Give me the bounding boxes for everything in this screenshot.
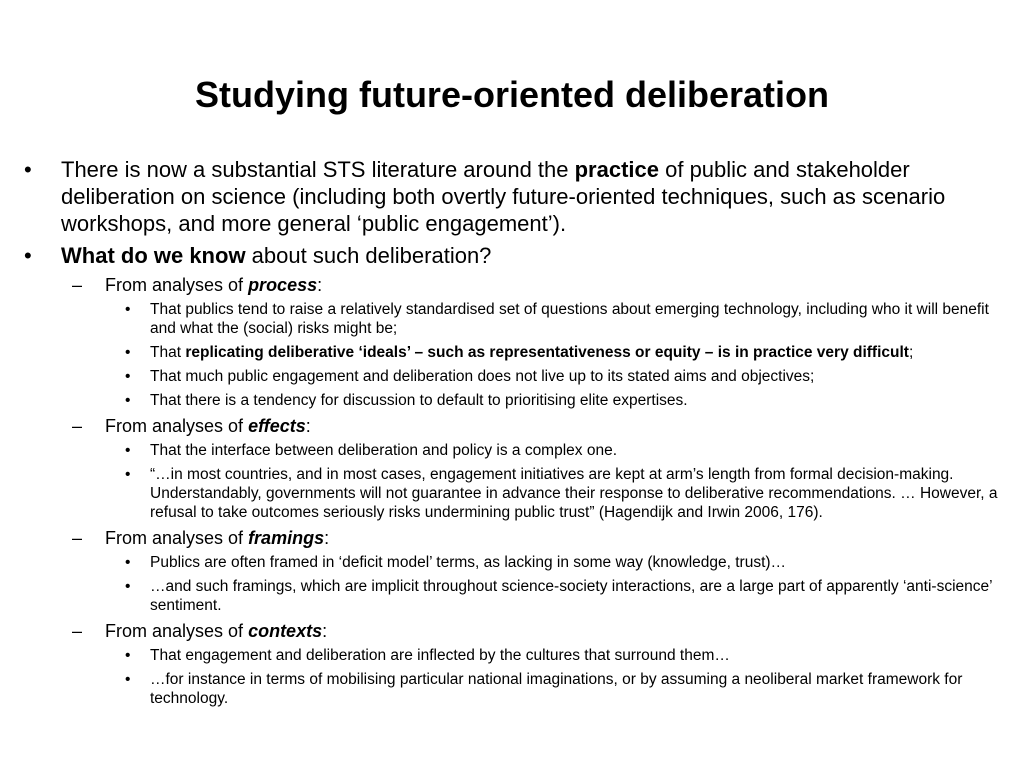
bullet-marker: • <box>125 647 131 664</box>
bullet-text-pre: There is now a substantial STS literature around the <box>61 157 575 182</box>
item-text: “…in most countries, and in most cases, engagement initiatives are kept at arm’s length from formal decision-making. Understandably, governments will not guarantee in advance their response to deliberative recommendations. … However, a refusal to take outcomes seriously risks undermining public trust” (Hagendijk and Irwin 2006, 176). <box>150 466 998 521</box>
list-item <box>24 391 1008 410</box>
list-item <box>24 441 1008 460</box>
bullet-marker: • <box>125 301 131 318</box>
subheading-pre: From analyses of <box>105 621 249 641</box>
item-text-post: ; <box>908 344 914 361</box>
bullet-marker: • <box>125 466 131 483</box>
dash-marker: – <box>72 416 83 436</box>
item-text: That there is a tendency for discussion to default to prioritising elite expertises. <box>150 392 688 409</box>
list-item <box>24 367 1008 386</box>
bullet-marker: • <box>125 671 131 688</box>
bullet-marker: • <box>125 392 131 409</box>
item-text-pre: That <box>150 344 186 361</box>
item-text: …and such framings, which are implicit throughout science-society interactions, are a large part of apparently ‘anti-science’ sentiment. <box>150 578 993 614</box>
subheading-emphasis: framings <box>248 528 325 548</box>
bullet-what-do-we-know <box>24 242 1008 269</box>
list-item <box>24 343 1008 362</box>
bullet-marker: • <box>125 578 131 595</box>
item-text-bold: replicating deliberative ‘ideals’ – such as representativeness or equity – is in practice very difficult <box>185 344 909 361</box>
item-text: Publics are often framed in ‘deficit model’ terms, as lacking in some way (knowledge, trust)… <box>150 554 787 571</box>
bullet-text-bold: What do we know <box>61 243 246 268</box>
list-item <box>24 300 1008 338</box>
subheading-effects <box>24 415 1008 438</box>
item-text: That the interface between deliberation and policy is a complex one. <box>150 442 618 459</box>
subheading-pre: From analyses of <box>105 528 249 548</box>
subheading-emphasis: process <box>248 275 318 295</box>
item-text: …for instance in terms of mobilising particular national imaginations, or by assuming a neoliberal market framework for technology. <box>150 671 963 707</box>
subheading-pre: From analyses of <box>105 275 249 295</box>
bullet-marker: • <box>125 344 131 361</box>
bullet-marker: • <box>125 442 131 459</box>
list-item <box>24 553 1008 572</box>
bullet-marker: • <box>24 157 32 182</box>
subheading-post: : <box>324 528 330 548</box>
item-text: That engagement and deliberation are inflected by the cultures that surround them… <box>150 647 730 664</box>
list-item <box>24 670 1008 708</box>
bullet-marker: • <box>24 243 32 268</box>
dash-marker: – <box>72 275 83 295</box>
slide-content <box>24 156 1008 713</box>
list-item <box>24 465 1008 522</box>
list-item <box>24 646 1008 665</box>
bullet-text-post: about such deliberation? <box>245 243 492 268</box>
bullet-marker: • <box>125 368 131 385</box>
subheading-emphasis: contexts <box>248 621 323 641</box>
bullet-text-post: of public and stakeholder deliberation on science (including both overtly future-oriented techniques, such as scenario workshops, and more general ‘public engagement’). <box>61 157 946 236</box>
bullet-marker: • <box>125 554 131 571</box>
item-text: That publics tend to raise a relatively standardised set of questions about emerging technology, including who it will benefit and what the (social) risks might be; <box>150 301 989 337</box>
subheading-emphasis: effects <box>248 416 306 436</box>
subheading-post: : <box>305 416 311 436</box>
subheading-post: : <box>322 621 328 641</box>
subheading-post: : <box>317 275 323 295</box>
list-item <box>24 577 1008 615</box>
subheading-framings <box>24 527 1008 550</box>
subheading-process <box>24 274 1008 297</box>
dash-marker: – <box>72 528 83 548</box>
item-text: That much public engagement and deliberation does not live up to its stated aims and objectives; <box>150 368 815 385</box>
subheading-contexts <box>24 620 1008 643</box>
bullet-practice <box>24 156 1008 237</box>
dash-marker: – <box>72 621 83 641</box>
subheading-pre: From analyses of <box>105 416 249 436</box>
bullet-text-bold: practice <box>574 157 659 182</box>
slide-title: Studying future-oriented deliberation <box>194 74 829 115</box>
